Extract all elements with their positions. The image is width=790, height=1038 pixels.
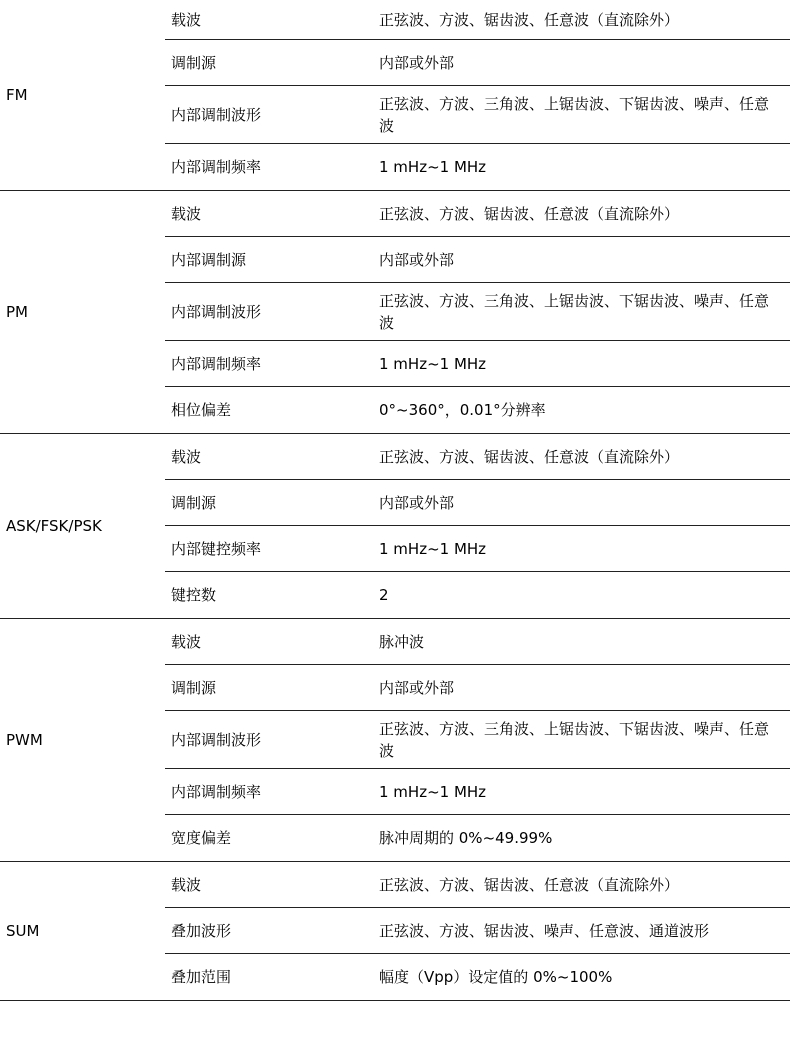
param-cell: 内部调制波形 <box>171 302 262 321</box>
param-cell: 键控数 <box>171 586 217 604</box>
table-row <box>165 665 790 711</box>
param-cell: 内部键控频率 <box>171 539 262 558</box>
value-cell: 正弦波、方波、三角波、上锯齿波、下锯齿波、噪声、任意波 <box>379 719 770 760</box>
group-label: ASK/FSK/PSK <box>6 517 102 535</box>
param-cell: 调制源 <box>171 53 217 72</box>
value-cell: 内部或外部 <box>379 250 455 269</box>
group-label: FM <box>6 86 28 104</box>
value-cell: 正弦波、方波、锯齿波、任意波（直流除外） <box>379 447 680 466</box>
group-rows <box>165 434 790 618</box>
value-cell: 正弦波、方波、锯齿波、噪声、任意波、通道波形 <box>379 921 710 940</box>
param-cell: 叠加范围 <box>171 968 232 986</box>
table-row <box>165 480 790 526</box>
group-rows <box>165 191 790 433</box>
table-row <box>165 237 790 283</box>
param-cell: 载波 <box>171 632 202 651</box>
param-cell: 内部调制频率 <box>171 158 262 176</box>
param-cell: 载波 <box>171 447 202 466</box>
table-row <box>165 711 790 769</box>
table-row <box>165 908 790 954</box>
table-row <box>165 954 790 1000</box>
param-cell: 载波 <box>171 875 202 894</box>
value-cell: 正弦波、方波、锯齿波、任意波（直流除外） <box>379 204 680 223</box>
param-cell: 内部调制波形 <box>171 730 262 749</box>
param-cell: 宽度偏差 <box>171 829 232 847</box>
table-row <box>165 769 790 815</box>
table-row <box>165 619 790 665</box>
value-cell: 1 mHz~1 MHz <box>379 158 487 176</box>
param-cell: 内部调制频率 <box>171 782 262 801</box>
group-pwm <box>0 619 790 862</box>
param-cell: 内部调制频率 <box>171 354 262 373</box>
param-cell: 载波 <box>171 204 202 223</box>
table-row <box>165 86 790 144</box>
value-cell: 脉冲周期的 0%~49.99% <box>379 829 553 847</box>
table-row <box>165 815 790 861</box>
param-cell: 内部调制波形 <box>171 105 262 124</box>
table-row <box>165 0 790 40</box>
group-sum <box>0 862 790 1001</box>
value-cell: 内部或外部 <box>379 678 455 697</box>
table-row <box>165 572 790 618</box>
group-rows <box>165 0 790 190</box>
value-cell: 2 <box>379 586 389 604</box>
table-row <box>165 144 790 190</box>
table-row <box>165 862 790 908</box>
table-row <box>165 191 790 237</box>
value-cell: 脉冲波 <box>379 632 425 651</box>
table-row <box>165 387 790 433</box>
table-row <box>165 341 790 387</box>
param-cell: 调制源 <box>171 493 217 512</box>
value-cell: 幅度（Vpp）设定值的 0%~100% <box>379 968 613 986</box>
param-cell: 叠加波形 <box>171 921 232 940</box>
group-fm <box>0 0 790 191</box>
value-cell: 内部或外部 <box>379 493 455 512</box>
value-cell: 1 mHz~1 MHz <box>379 354 487 373</box>
value-cell: 正弦波、方波、三角波、上锯齿波、下锯齿波、噪声、任意波 <box>379 94 770 135</box>
group-rows <box>165 619 790 861</box>
param-cell: 相位偏差 <box>171 401 232 419</box>
param-cell: 调制源 <box>171 678 217 697</box>
group-rows <box>165 862 790 1000</box>
param-cell: 载波 <box>171 10 202 29</box>
value-cell: 1 mHz~1 MHz <box>379 539 487 558</box>
value-cell: 内部或外部 <box>379 53 455 72</box>
value-cell: 正弦波、方波、锯齿波、任意波（直流除外） <box>379 875 680 894</box>
value-cell: 1 mHz~1 MHz <box>379 782 487 801</box>
value-cell: 0°~360°，0.01°分辨率 <box>379 401 546 419</box>
table-row <box>165 40 790 86</box>
group-ask-fsk-psk <box>0 434 790 619</box>
group-pm <box>0 191 790 434</box>
table-row <box>165 434 790 480</box>
param-cell: 内部调制源 <box>171 250 247 269</box>
group-label: PM <box>6 303 28 321</box>
group-label: SUM <box>6 922 40 940</box>
value-cell: 正弦波、方波、三角波、上锯齿波、下锯齿波、噪声、任意波 <box>379 291 770 332</box>
value-cell: 正弦波、方波、锯齿波、任意波（直流除外） <box>379 10 680 29</box>
table-row <box>165 283 790 341</box>
table-row <box>165 526 790 572</box>
group-label: PWM <box>6 731 43 749</box>
